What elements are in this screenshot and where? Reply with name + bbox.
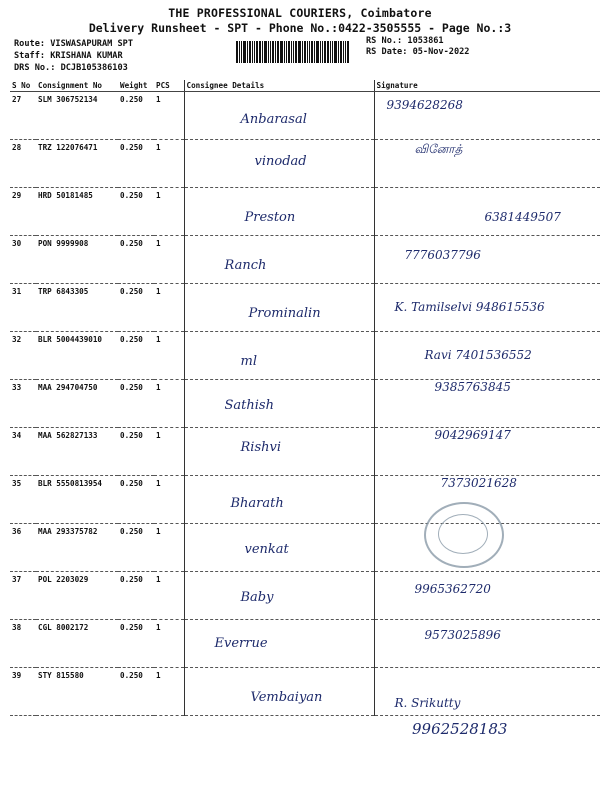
table-header-row xyxy=(10,80,600,92)
consignee-handwriting: venkat xyxy=(244,542,289,557)
row-pcs: 1 xyxy=(154,140,184,188)
row-weight: 0.250 xyxy=(118,572,154,620)
row-sno: 32 xyxy=(10,332,36,380)
signature-handwriting: R. Srikutty xyxy=(394,696,461,710)
signature-handwriting: 9394628268 xyxy=(386,98,463,112)
table-row xyxy=(10,284,600,332)
table-row xyxy=(10,668,600,716)
row-consignee-cell xyxy=(184,140,374,188)
row-consignment-no: BLR 5004439010 xyxy=(36,332,118,380)
table-row xyxy=(10,332,600,380)
drs-number: DRS No.: DCJB105386103 xyxy=(14,63,128,73)
col-pcs: PCS xyxy=(154,80,184,92)
runsheet-table xyxy=(10,80,600,716)
row-weight: 0.250 xyxy=(118,620,154,668)
row-pcs: 1 xyxy=(154,188,184,236)
delivery-stamp xyxy=(424,502,504,568)
staff-label: Staff: KRISHANA KUMAR xyxy=(14,51,123,61)
consignee-handwriting: Baby xyxy=(240,590,274,605)
row-weight: 0.250 xyxy=(118,524,154,572)
row-consignee-cell xyxy=(184,476,374,524)
row-signature-cell xyxy=(374,188,600,236)
rs-number: RS No.: 1053861 xyxy=(366,36,444,46)
row-signature-cell xyxy=(374,380,600,428)
consignee-handwriting: Rishvi xyxy=(240,440,281,455)
row-consignee-cell xyxy=(184,668,374,716)
consignee-handwriting: Prominalin xyxy=(248,306,321,321)
col-weight: Weight xyxy=(118,80,154,92)
consignee-handwriting: vinodad xyxy=(254,154,307,169)
signature-handwriting: 7776037796 xyxy=(404,248,481,262)
consignee-handwriting: Sathish xyxy=(224,398,274,413)
signature-handwriting: வினோத் xyxy=(414,142,463,156)
row-consignment-no: MAA 293375782 xyxy=(36,524,118,572)
row-pcs: 1 xyxy=(154,620,184,668)
row-consignment-no: HRD 50181485 xyxy=(36,188,118,236)
row-signature-cell xyxy=(374,236,600,284)
row-consignment-no: POL 2203029 xyxy=(36,572,118,620)
consignee-handwriting: Ranch xyxy=(224,258,267,273)
company-title: THE PROFESSIONAL COURIERS, Coimbatore xyxy=(168,6,432,20)
barcode xyxy=(236,41,360,63)
col-sno: S No xyxy=(10,80,36,92)
signature-handwriting: 7373021628 xyxy=(440,476,517,490)
row-sno: 31 xyxy=(10,284,36,332)
row-sno: 30 xyxy=(10,236,36,284)
row-consignee-cell xyxy=(184,284,374,332)
consignee-handwriting: Preston xyxy=(244,210,296,225)
row-consignment-no: TRP 6843305 xyxy=(36,284,118,332)
row-pcs: 1 xyxy=(154,92,184,140)
row-consignee-cell xyxy=(184,188,374,236)
row-sno: 36 xyxy=(10,524,36,572)
row-pcs: 1 xyxy=(154,380,184,428)
row-sno: 37 xyxy=(10,572,36,620)
row-weight: 0.250 xyxy=(118,332,154,380)
row-pcs: 1 xyxy=(154,668,184,716)
table-row xyxy=(10,428,600,476)
row-pcs: 1 xyxy=(154,428,184,476)
signature-handwriting: 9385763845 xyxy=(434,380,511,394)
row-weight: 0.250 xyxy=(118,188,154,236)
row-sno: 27 xyxy=(10,92,36,140)
row-consignment-no: MAA 294704750 xyxy=(36,380,118,428)
signature-handwriting: Ravi 7401536552 xyxy=(424,348,532,362)
row-consignee-cell xyxy=(184,332,374,380)
row-consignment-no: TRZ 122076471 xyxy=(36,140,118,188)
row-sno: 38 xyxy=(10,620,36,668)
consignee-handwriting: Anbarasal xyxy=(240,112,307,127)
row-consignee-cell xyxy=(184,92,374,140)
row-consignee-cell xyxy=(184,428,374,476)
footer-phone-number: 9962528183 xyxy=(412,720,508,738)
consignee-handwriting: Vembaiyan xyxy=(250,690,323,705)
row-pcs: 1 xyxy=(154,236,184,284)
row-consignee-cell xyxy=(184,524,374,572)
route-label: Route: VISWASAPURAM SPT xyxy=(14,39,133,49)
row-signature-cell xyxy=(374,140,600,188)
row-weight: 0.250 xyxy=(118,476,154,524)
row-consignee-cell xyxy=(184,620,374,668)
table-row xyxy=(10,236,600,284)
consignee-handwriting: Bharath xyxy=(230,496,284,511)
row-signature-cell xyxy=(374,428,600,476)
row-weight: 0.250 xyxy=(118,284,154,332)
signature-handwriting: 6381449507 xyxy=(484,210,561,224)
row-pcs: 1 xyxy=(154,572,184,620)
row-sno: 29 xyxy=(10,188,36,236)
row-weight: 0.250 xyxy=(118,92,154,140)
row-consignee-cell xyxy=(184,236,374,284)
row-consignee-cell xyxy=(184,380,374,428)
table-row xyxy=(10,620,600,668)
row-weight: 0.250 xyxy=(118,140,154,188)
row-consignment-no: STY 815580 xyxy=(36,668,118,716)
rs-date: RS Date: 05-Nov-2022 xyxy=(366,47,470,57)
row-pcs: 1 xyxy=(154,524,184,572)
row-pcs: 1 xyxy=(154,476,184,524)
row-sno: 34 xyxy=(10,428,36,476)
row-signature-cell xyxy=(374,620,600,668)
col-consignee: Consignee Details xyxy=(184,80,374,92)
row-consignment-no: PON 9999908 xyxy=(36,236,118,284)
row-weight: 0.250 xyxy=(118,380,154,428)
signature-handwriting: 9042969147 xyxy=(434,428,511,442)
consignee-handwriting: ml xyxy=(240,354,257,369)
table-row xyxy=(10,188,600,236)
row-sno: 39 xyxy=(10,668,36,716)
row-weight: 0.250 xyxy=(118,236,154,284)
table-row xyxy=(10,572,600,620)
table-row xyxy=(10,476,600,524)
table-row xyxy=(10,524,600,572)
signature-handwriting: K. Tamilselvi 948615536 xyxy=(394,300,545,314)
row-sno: 33 xyxy=(10,380,36,428)
row-sno: 28 xyxy=(10,140,36,188)
consignee-handwriting: Everrue xyxy=(214,636,268,651)
col-consignment: Consignment No xyxy=(36,80,118,92)
row-signature-cell xyxy=(374,572,600,620)
runsheet-subtitle: Delivery Runsheet - SPT - Phone No.:0422-3505555 - Page No.:3 xyxy=(88,21,512,35)
table-row xyxy=(10,380,600,428)
row-consignee-cell xyxy=(184,572,374,620)
signature-handwriting: 9573025896 xyxy=(424,628,501,642)
table-row xyxy=(10,140,600,188)
row-consignment-no: SLM 306752134 xyxy=(36,92,118,140)
row-weight: 0.250 xyxy=(118,668,154,716)
row-consignment-no: BLR 5550813954 xyxy=(36,476,118,524)
row-pcs: 1 xyxy=(154,332,184,380)
row-weight: 0.250 xyxy=(118,428,154,476)
row-signature-cell xyxy=(374,332,600,380)
row-consignment-no: CGL 8002172 xyxy=(36,620,118,668)
row-signature-cell xyxy=(374,668,600,716)
col-signature: Signature xyxy=(374,80,600,92)
row-sno: 35 xyxy=(10,476,36,524)
signature-handwriting: 9965362720 xyxy=(414,582,491,596)
row-consignment-no: MAA 562827133 xyxy=(36,428,118,476)
row-signature-cell xyxy=(374,284,600,332)
row-signature-cell xyxy=(374,92,600,140)
table-row xyxy=(10,92,600,140)
row-pcs: 1 xyxy=(154,284,184,332)
